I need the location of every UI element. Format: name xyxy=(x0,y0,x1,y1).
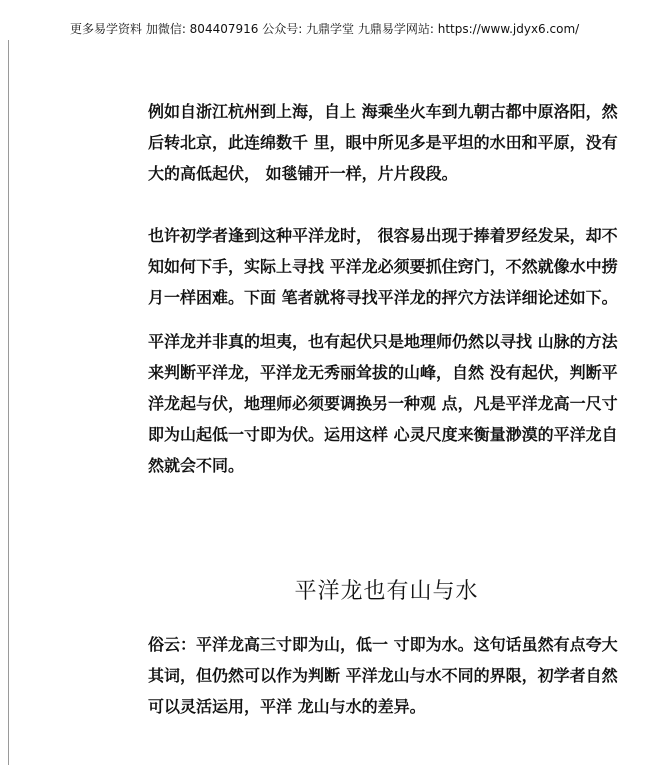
section-title xyxy=(0,574,669,605)
text-line: 知如何下手，实际上寻找 平洋龙必须要抓住窍门，不然就像水中捞 xyxy=(148,257,618,276)
section-title-text: 平洋龙也有山与水 xyxy=(294,579,479,604)
text-line: 即为山起低一寸即为伏。运用这样 心灵尺度来衡量渺漠的平洋龙自 xyxy=(148,425,618,444)
text-line: 其词，但仍然可以作为判断 平洋龙山与水不同的界限，初学者自然 xyxy=(148,666,618,685)
text-line: 大的高低起伏， 如毯铺开一样，片片段段。 xyxy=(148,164,458,183)
header-note: 更多易学资料 加微信: 804407916 公众号: 九鼎学堂 九鼎易学网站: https://www.jdyx6.com/ xyxy=(70,22,580,36)
text-line: 例如自浙江杭州到上海，自上 海乘坐火车到九朝古都中原洛阳，然 xyxy=(148,102,618,121)
text-line: 也许初学者逢到这种平洋龙时， 很容易出现于捧着罗经发呆，却不 xyxy=(148,226,618,245)
text-line: 平洋龙并非真的坦夷，也有起伏只是地理师仍然以寻找 山脉的方法 xyxy=(148,332,618,351)
text-line: 月一样困难。下面 笔者就将寻找平洋龙的抨穴方法详细论述如下。 xyxy=(148,288,618,307)
page-edge-line xyxy=(8,40,9,765)
paragraph-3 xyxy=(148,326,628,481)
text-line: 后转北京，此连绵数千 里，眼中所见多是平坦的水田和平原，没有 xyxy=(148,133,618,152)
text-line: 俗云：平洋龙高三寸即为山，低一 寸即为水。这句话虽然有点夸大 xyxy=(148,635,618,654)
text-line: 可以灵活运用，平洋 龙山与水的差异。 xyxy=(148,697,426,716)
paragraph-1 xyxy=(148,96,628,189)
text-line: 来判断平洋龙，平洋龙无秀丽耸拔的山峰，自然 没有起伏，判断平 xyxy=(148,363,618,382)
text-line: 洋龙起与伏，地理师必须要调换另一种观 点，凡是平洋龙高一尺寸 xyxy=(148,394,618,413)
text-line: 然就会不同。 xyxy=(148,456,245,475)
paragraph-2 xyxy=(148,220,628,313)
paragraph-4 xyxy=(148,629,628,722)
